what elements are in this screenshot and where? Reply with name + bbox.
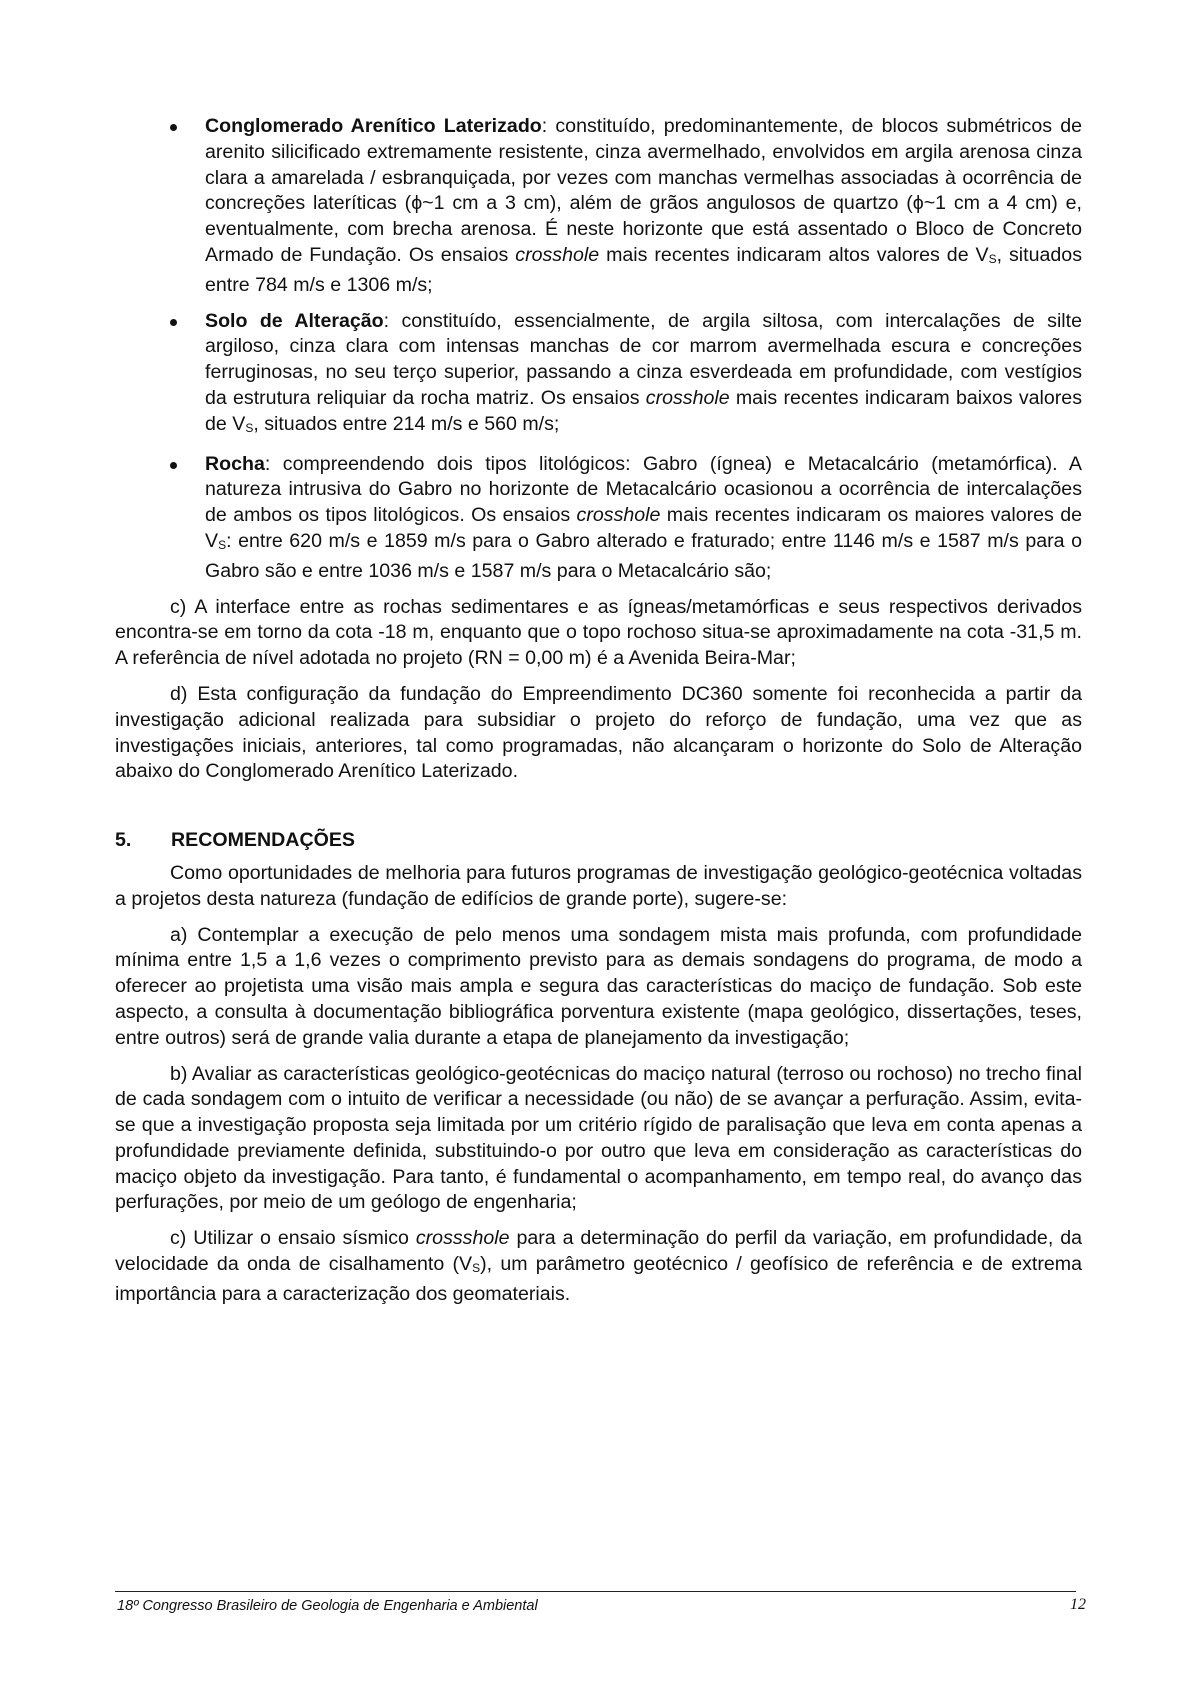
section-title: RECOMENDAÇÕES (171, 829, 355, 852)
page-number: 12 (1070, 1596, 1086, 1613)
term-text: : compreendendo dois tipos litológicos: Gabro (ígnea) e Metacalcário (metamórfica). A natureza intrusiva do Gabro no horizonte de Metacalcário ocasionou a ocorrência de intercalações de ambos os tipos litológicos. Os ensaios (205, 452, 1082, 527)
paragraph-c: c) A interface entre as rochas sedimentares e as ígneas/metamórficas e seus respectivos derivados encontra-se em torno da cota -18 m, enquanto que o topo rochoso situa-se aproximadamente na cota -31,5 m. A referência de nível adotada no projeto (RN = 0,00 m) é a Avenida Beira-Mar; (115, 595, 1082, 670)
subscript: S (245, 420, 254, 435)
section-intro: Como oportunidades de melhoria para futuros programas de investigação geológico-geotécnica voltadas a projetos desta natureza (fundação de edifícios de grande porte), sugere-se: (115, 861, 1082, 910)
italic-term: crossshole (415, 1227, 510, 1250)
term-text: : constituído, essencialmente, de argila siltosa, com intercalações de silte argiloso, cinza clara com intensas manchas de cor marrom avermelhada escura e concreções ferruginosas, no seu terço superior, passando a cinza esverdeada em profundidade, com vestígios da estrutura reliquiar da rocha matriz. Os ensaios (205, 309, 1082, 409)
text: ), um parâmetro geotécnico / geofísico de referência e de extrema importância para a caracterização dos geomateriais. (115, 1253, 1082, 1305)
list-item-rocha (115, 452, 1082, 585)
footer-conference: 18º Congresso Brasileiro de Geologia de Engenharia e Ambiental (117, 1598, 538, 1614)
footer-divider (115, 1591, 1076, 1592)
recommendation-b: b) Avaliar as características geológico-geotécnicas do maciço natural (terroso ou rochoso) no trecho final de cada sondagem com o intuito de verificar a necessidade (ou não) de se avançar a perfuração. Assim, evita-se que a investigação proposta seja limitada por um critério rígido de paralisação que leva em conta apenas a profundidade previamente definida, substituindo-o por outro que leva em consideração as características do maciço objeto da investigação. Para tanto, é fundamental o acompanhamento, em tempo real, do avanço das perfurações, por meio de um geólogo de engenharia; (115, 1062, 1082, 1214)
text: para a determinação do perfil da variação, em profundidade, da velocidade da onda de cisalhamento (V (115, 1227, 1082, 1276)
page-body (115, 114, 1082, 1318)
term-text: , situados entre 214 m/s e 560 m/s; (253, 412, 560, 435)
paragraph-d: d) Esta configuração da fundação do Empreendimento DC360 somente foi reconhecida a partir da investigação adicional realizada para subsidiar o projeto do reforço de fundação, uma vez que as investigações iniciais, anteriores, tal como programadas, não alcançaram o horizonte do Solo de Alteração abaixo do Conglomerado Arenítico Laterizado. (115, 682, 1082, 783)
section-heading (115, 828, 1082, 854)
bullet-icon (170, 124, 177, 131)
term-title: Rocha (205, 452, 265, 475)
term-text: mais recentes indicaram os maiores valores de V (205, 504, 1082, 552)
recommendation-c (115, 1226, 1082, 1307)
term-text: , situados entre 784 m/s e 1306 m/s; (205, 243, 1082, 296)
subscript: S (218, 537, 227, 552)
term-title: Solo de Alteração (205, 309, 384, 332)
subscript: S (988, 251, 997, 266)
term-italic: crosshole (645, 386, 730, 409)
term-text: : entre 620 m/s e 1859 m/s para o Gabro alterado e fraturado; entre 1146 m/s e 1587 m/s para o Gabro são e entre 1036 m/s e 1587 m/s para o Metacalcário são; (205, 529, 1082, 582)
bullet-icon (170, 319, 177, 326)
subscript: S (472, 1261, 481, 1276)
bullet-icon (170, 462, 177, 469)
term-text: mais recentes indicaram altos valores de V (599, 243, 989, 266)
text: c) Utilizar o ensaio sísmico (170, 1227, 416, 1250)
term-title: Conglomerado Arenítico Laterizado (205, 115, 542, 137)
term-italic: crosshole (515, 243, 600, 266)
recommendation-a: a) Contemplar a execução de pelo menos uma sondagem mista mais profunda, com profundidade mínima entre 1,5 a 1,6 vezes o comprimento previsto para as demais sondagens do programa, de modo a oferecer ao projetista uma visão mais ampla e segura das características do maciço de fundação. Sob este aspecto, a consulta à documentação bibliográfica porventura existente (mapa geológico, dissertações, teses, entre outros) será de grande valia durante a etapa de planejamento da investigação; (115, 923, 1082, 1049)
list-item-solo-alteracao (115, 309, 1082, 442)
term-text: : constituído, predominantemente, de blocos submétricos de arenito silicificado extremamente resistente, cinza avermelhado, envolvidos em argila arenosa cinza clara a amarelada / esbranquiçada, por vezes com manchas vermelhas associadas à ocorrência de concreções lateríticas (ϕ~1 cm a 3 cm), além de grãos angulosos de quartzo (ϕ~1 cm a 4 cm) e, eventualmente, com brecha arenosa. É neste horizonte que está assentado o Bloco de Concreto Armado de Fundação. Os ensaios (205, 115, 1082, 266)
term-text: mais recentes indicaram baixos valores de V (205, 386, 1082, 435)
list-item-conglomerado (115, 114, 1082, 299)
section-number: 5. (115, 829, 132, 852)
term-italic: crosshole (576, 504, 661, 527)
lithology-list (115, 114, 1082, 585)
